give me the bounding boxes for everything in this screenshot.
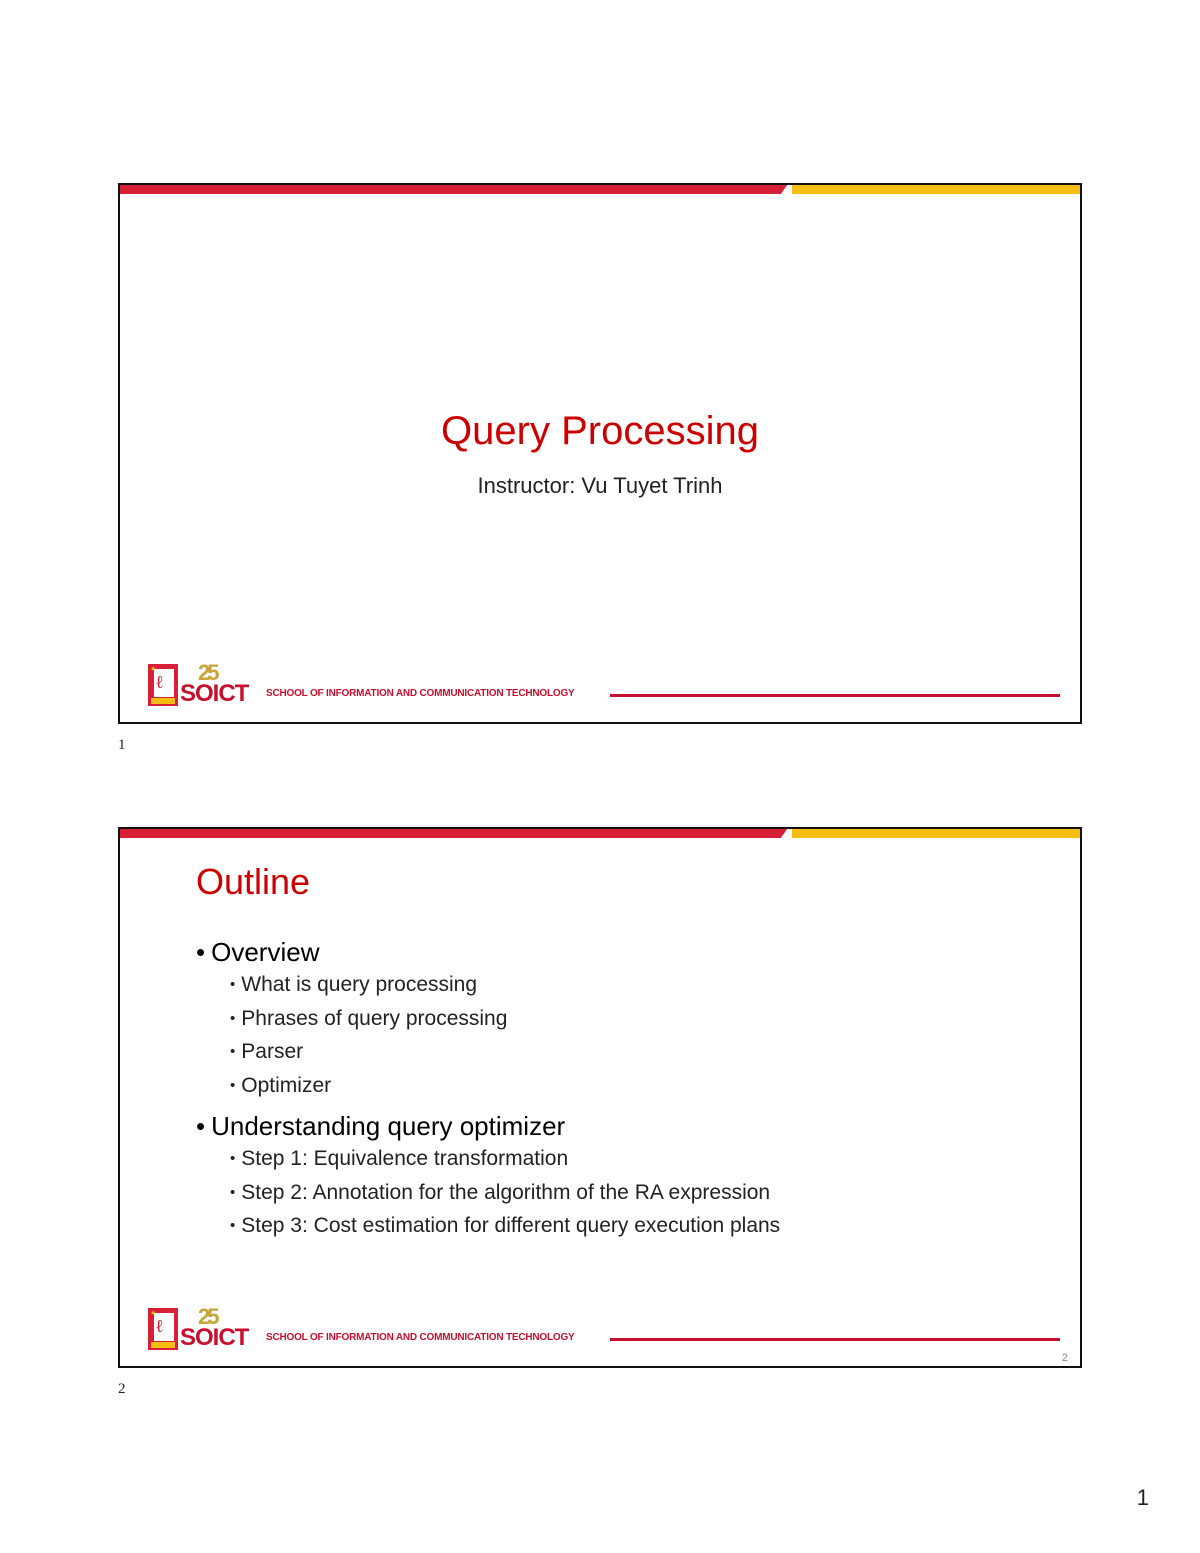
anniversary-badge: 25 xyxy=(198,660,217,685)
outline-item: • Optimizer xyxy=(196,1070,780,1104)
university-logo-icon: ★ ℓ xyxy=(148,664,178,706)
slide-footer xyxy=(148,660,1070,708)
footer-rule xyxy=(610,1338,1060,1341)
slide-label-1: 1 xyxy=(118,737,126,753)
outline-item: • Step 1: Equivalence transformation xyxy=(196,1143,780,1177)
outline-item: • Phrases of query processing xyxy=(196,1003,780,1037)
slide-title: Outline xyxy=(196,861,311,902)
instructor-name: Instructor: Vu Tuyet Trinh xyxy=(477,473,723,498)
outline-section: • Understanding query optimizer • Step 1: Equivalence transformation • Step 2: Annotation for the algorithm of the RA expression • Step 3: Cost estimation for different query execution plans xyxy=(196,1109,780,1244)
school-name: SCHOOL OF INFORMATION AND COMMUNICATION TECHNOLOGY xyxy=(266,688,575,699)
slide-number: 2 xyxy=(1061,1352,1068,1364)
slide-label-2: 2 xyxy=(118,1381,126,1397)
slide-2 xyxy=(118,827,1082,1368)
outline-item: • Step 2: Annotation for the algorithm of the RA expression xyxy=(196,1177,780,1211)
outline-section: • Overview • What is query processing • Phrases of query processing • Parser • Optimizer xyxy=(196,935,780,1103)
slide-title: Query Processing xyxy=(441,409,759,453)
outline-item: • Parser xyxy=(196,1036,780,1070)
university-logo-icon: ★ ℓ xyxy=(148,1308,178,1350)
header-color-band xyxy=(120,185,1080,194)
school-name: SCHOOL OF INFORMATION AND COMMUNICATION TECHNOLOGY xyxy=(266,1332,575,1343)
document-page-number: 1 xyxy=(1136,1485,1149,1510)
slide-footer xyxy=(148,1304,1070,1352)
header-color-band xyxy=(120,829,1080,838)
outline-item: • Step 3: Cost estimation for different query execution plans xyxy=(196,1210,780,1244)
outline-item: • What is query processing xyxy=(196,969,780,1003)
soict-logo: SOICT xyxy=(180,680,249,707)
slide-1 xyxy=(118,183,1082,724)
footer-rule xyxy=(610,694,1060,697)
anniversary-badge: 25 xyxy=(198,1304,217,1329)
outline-list xyxy=(196,935,780,1244)
soict-logo: SOICT xyxy=(180,1324,249,1351)
